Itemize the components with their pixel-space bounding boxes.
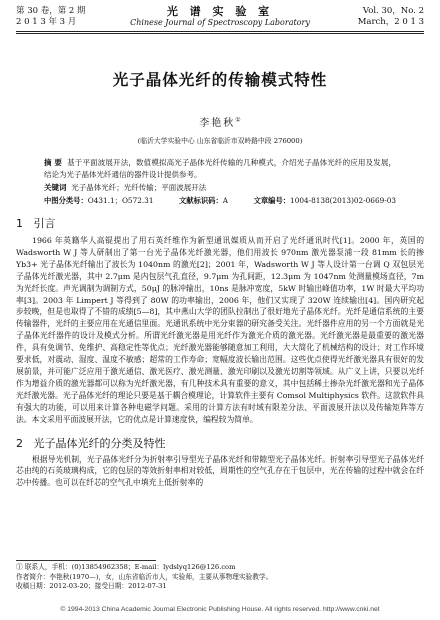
- keywords-label: 关键词: [44, 183, 67, 192]
- paper-title: 光子晶体光纤的传输模式特性: [112, 71, 328, 89]
- abstract: [44, 157, 396, 180]
- footnotes: [16, 560, 424, 592]
- section-1-number: 1: [16, 217, 23, 230]
- id-label: 文章编号：: [253, 196, 291, 205]
- author-footnote-mark: ①: [235, 116, 241, 124]
- keywords: [44, 182, 396, 193]
- header-rule-thin: [16, 33, 424, 34]
- section-2-number: 2: [16, 436, 23, 450]
- header-left: [16, 6, 126, 28]
- volume-cn: 第 30 卷，第 2 期: [16, 6, 86, 16]
- journal-title-cn: 光 谱 实 验 室: [166, 5, 274, 18]
- footnote-bio: 作者简介：李艳秋(1970—)，女，山东省临沂市人，实验师，主要从事物理实验教学。: [16, 572, 273, 581]
- doc-value: A: [222, 196, 229, 205]
- article-id: [254, 196, 396, 206]
- header-center: [126, 6, 314, 28]
- running-header: [16, 6, 424, 28]
- abstract-text: 基于平面波展开法，数值模拟高光子晶体光纤传输的几种模式，介绍光子晶体光纤的应用及发展，结论为光子晶体光纤通信的器件设计提供参考。: [44, 158, 396, 179]
- footnote-contact: ① 联系人，手机：(0)13854962358；E-mail：lydslyq126@126.com: [16, 563, 236, 571]
- classification-line: [44, 196, 396, 206]
- section-1-title: 引言: [33, 217, 56, 230]
- header-right: [314, 6, 424, 28]
- clc-value: O431.1；O572.31: [87, 196, 154, 205]
- doc-label: 文献标识码：: [178, 196, 223, 205]
- abstract-label: 摘 要: [44, 158, 63, 167]
- header-rule: [16, 31, 424, 32]
- section-2-heading: [16, 435, 424, 451]
- copyright-line: © 1994-2013 China Academic Journal Electronic Publishing House. All rights reserved. http://www.cnki.net: [60, 606, 380, 613]
- section-2-title: 光子晶体光纤的分类及特性: [33, 436, 166, 450]
- author-line: [16, 114, 424, 129]
- date-cn: 2 0 1 3 年 3 月: [16, 17, 77, 27]
- affiliation: (临沂大学实验中心 山东省临沂市双岭路中段 276000): [137, 137, 303, 145]
- footnote-dates: 收稿日期：2012-03-20；接受日期：2012-07-31: [16, 582, 167, 591]
- volume-en: Vol. 30，No. 2: [362, 6, 424, 16]
- clc-label: 中图分类号：: [44, 196, 88, 205]
- section-2-body: 根据导光机制，光子晶体光纤分为折射率引导型光子晶体光纤和带隙型光子晶体光纤。折射率引导型光子晶体光纤芯由纯的石英玻璃构成，它的包层的等效折射率相对较低，周期性的空气孔存在于包层中，光在传输的过程中就会在纤芯中传播。也可以在纤芯的空气孔中填充上低折射率的: [16, 454, 424, 488]
- footnote-rule: [16, 560, 156, 561]
- id-value: 1004-8138(2013)02-0669-03: [290, 196, 396, 205]
- keywords-text: 光子晶体光纤；光纤传输；平面波展开法: [71, 183, 207, 192]
- clc-number: [44, 196, 153, 206]
- section-1-body: 1966 年英籍华人高锟提出了用石英纤维作为新型通讯媒质从而开启了光纤通讯时代[1]。2000 年，英国的 Wadsworth W J 等人研制出了第一台光子晶体光纤激光器，他们用波长 970nm 激光器泵浦一段 81mm 长的掺 Yb3+ 光子晶体光纤输出了波长为 1040nm 的激光[2]；2001 年，Wadsworth W J 等人设计第一台调 Q 双包层光子晶体光纤激光器，其中 2.7μm 是内包层气孔直径，9.7μm 为孔间距，12.3μm 为 1047nm 处测量模场直径，7m 为光纤长度。声光调制为调制方式，50μJ 的脉冲输出，10ns 是脉冲宽度，5kW 时输出峰值功率，1W 时最大平均功率[3]。2003 年 Limpert J 等得到了 80W 的功率输出，2006 年，他们又实现了 320W 连续输出[4]。国内研究起步较晚，但是也取得了不错的成绩[5—8]，其中燕山大学的团队拉制出了很好地光子晶体光纤。光纤是通信系统的主要传输器件，光纤的主要应用在光通信里面。光通讯系统中光分束器的研究备受关注。光纤器件应用的另一个方面就是光子晶体光纤器件的设计及模式分析。所谓光纤激光器是用光纤作为激光介质的激光器。光纤激光器是最重要的激光器件，具有免调节、免维护、高稳定性等优点；光纤激光器能够随意加工利用，大大简化了机械结构的设计；对工作环境要求低，对震动、湿度、温度不敏感；超常的工作寿命；宽幅度波长输出范围。这些优点使得光纤激光器具有很好的发展前景，并可能广泛应用于激光通信、激光医疗、激光测量、激光印刷以及激光切割等领域。从广义上讲，只要以光纤作为增益介质的激光器都可以称为光纤激光器，有几种技术具有重要的意义，其中包括稀土掺杂光纤激光器和光子晶体光纤激光器。光子晶体光纤的理论只要是基于耦合模理论，计算软件主要有 Comsol Multiphysics 软件。这款软件具有强大的功能，可以用来计算各种电磁学问题。采用的计算方法有时域有限差分法、平面波展开法以及传输矩阵等方法。本文采用平面波展开法，它的优点是计算速度快，编程较为简单。: [16, 236, 424, 424]
- journal-title-en: Chinese Journal of Spectroscopy Laboratory: [130, 18, 310, 27]
- section-1-heading: [16, 215, 424, 231]
- date-en: March，2 0 1 3: [357, 17, 424, 27]
- author-name: 李艳秋: [199, 118, 236, 129]
- doc-code: [179, 196, 228, 206]
